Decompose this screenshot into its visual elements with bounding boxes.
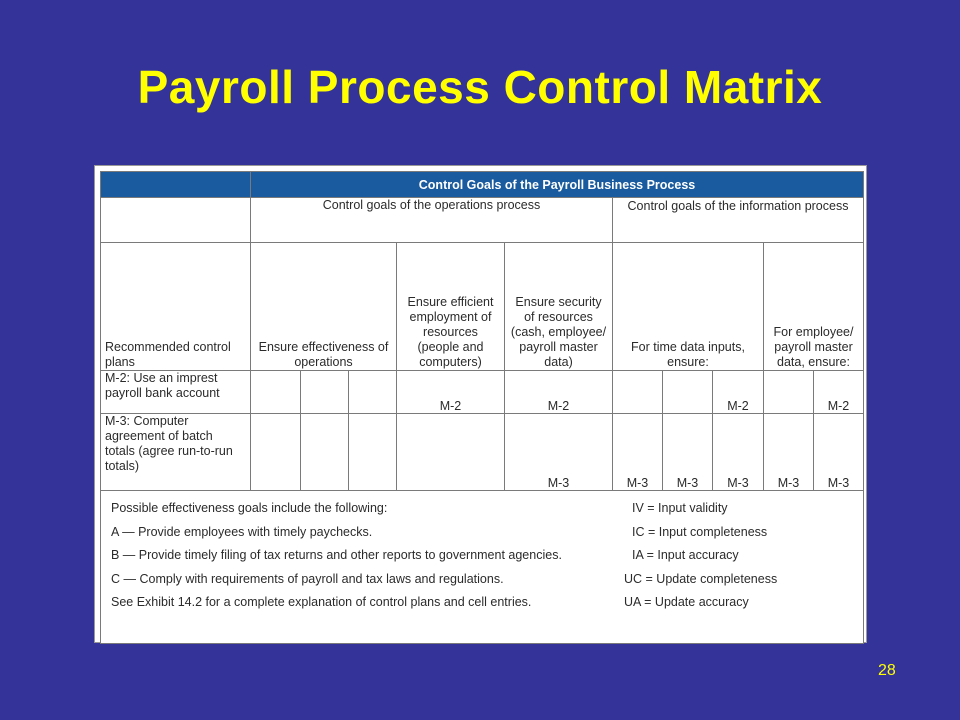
- plan-label: M-2: Use an imprest payroll bank account: [101, 371, 251, 414]
- matrix-cell: [613, 371, 663, 414]
- blank-header-cell: [101, 198, 251, 243]
- matrix-cell: [251, 414, 301, 491]
- legend-line: IC = Input completeness: [632, 524, 768, 539]
- col-header-plans: Recommended control plans: [101, 243, 251, 371]
- table-row: [101, 371, 864, 414]
- matrix-cell: [349, 414, 397, 491]
- col-header-effectiveness: Ensure effectiveness of operations: [251, 243, 397, 371]
- col-header-efficient: Ensure efficient employment of resources (people and computers): [397, 243, 505, 371]
- control-matrix-table: [100, 171, 864, 644]
- matrix-cell: M-2: [397, 371, 505, 414]
- legend-line: UC = Update completeness: [624, 571, 778, 586]
- matrix-cell: [764, 371, 814, 414]
- note-line: A — Provide employees with timely paychecks.: [111, 524, 373, 539]
- information-goals-header: Control goals of the information process: [613, 198, 864, 243]
- matrix-cell: M-3: [764, 414, 814, 491]
- matrix-cell: M-3: [505, 414, 613, 491]
- page-number: 28: [878, 662, 896, 679]
- matrix-cell: M-3: [613, 414, 663, 491]
- matrix-cell: [251, 371, 301, 414]
- table-row: [101, 414, 864, 491]
- matrix-cell: M-2: [814, 371, 864, 414]
- operations-goals-header: Control goals of the operations process: [251, 198, 613, 243]
- note-line: C — Comply with requirements of payroll and tax laws and regulations.: [111, 571, 504, 586]
- legend-line: UA = Update accuracy: [624, 595, 749, 609]
- matrix-cell: [663, 371, 713, 414]
- matrix-cell: [301, 371, 349, 414]
- effectiveness-notes: [111, 497, 616, 615]
- matrix-cell: [397, 414, 505, 491]
- note-line: B — Provide timely filing of tax returns and other reports to government agencies.: [111, 548, 562, 562]
- col-header-time-inputs: For time data inputs, ensure:: [613, 243, 764, 371]
- legend-line: IA = Input accuracy: [632, 548, 739, 562]
- control-matrix-figure: [94, 165, 867, 643]
- plan-label: M-3: Computer agreement of batch totals (agree run-to-run totals): [101, 414, 251, 491]
- note-line: See Exhibit 14.2 for a complete explanation of control plans and cell entries.: [111, 595, 532, 609]
- matrix-cell: M-3: [814, 414, 864, 491]
- abbreviation-legend: [624, 497, 854, 615]
- notes-cell: [101, 491, 864, 644]
- col-header-security: Ensure security of resources (cash, employee/ payroll master data): [505, 243, 613, 371]
- note-line: Possible effectiveness goals include the following:: [111, 501, 388, 515]
- matrix-cell: M-3: [663, 414, 713, 491]
- matrix-cell: M-2: [505, 371, 613, 414]
- matrix-cell: [349, 371, 397, 414]
- matrix-cell: M-3: [713, 414, 764, 491]
- legend-line: IV = Input validity: [632, 501, 728, 515]
- band-left-cell: [101, 172, 251, 198]
- band-title: Control Goals of the Payroll Business Process: [251, 172, 864, 198]
- col-header-employee-master: For employee/ payroll master data, ensure:: [764, 243, 864, 371]
- matrix-cell: M-2: [713, 371, 764, 414]
- matrix-cell: [301, 414, 349, 491]
- slide-title: Payroll Process Control Matrix: [137, 61, 823, 113]
